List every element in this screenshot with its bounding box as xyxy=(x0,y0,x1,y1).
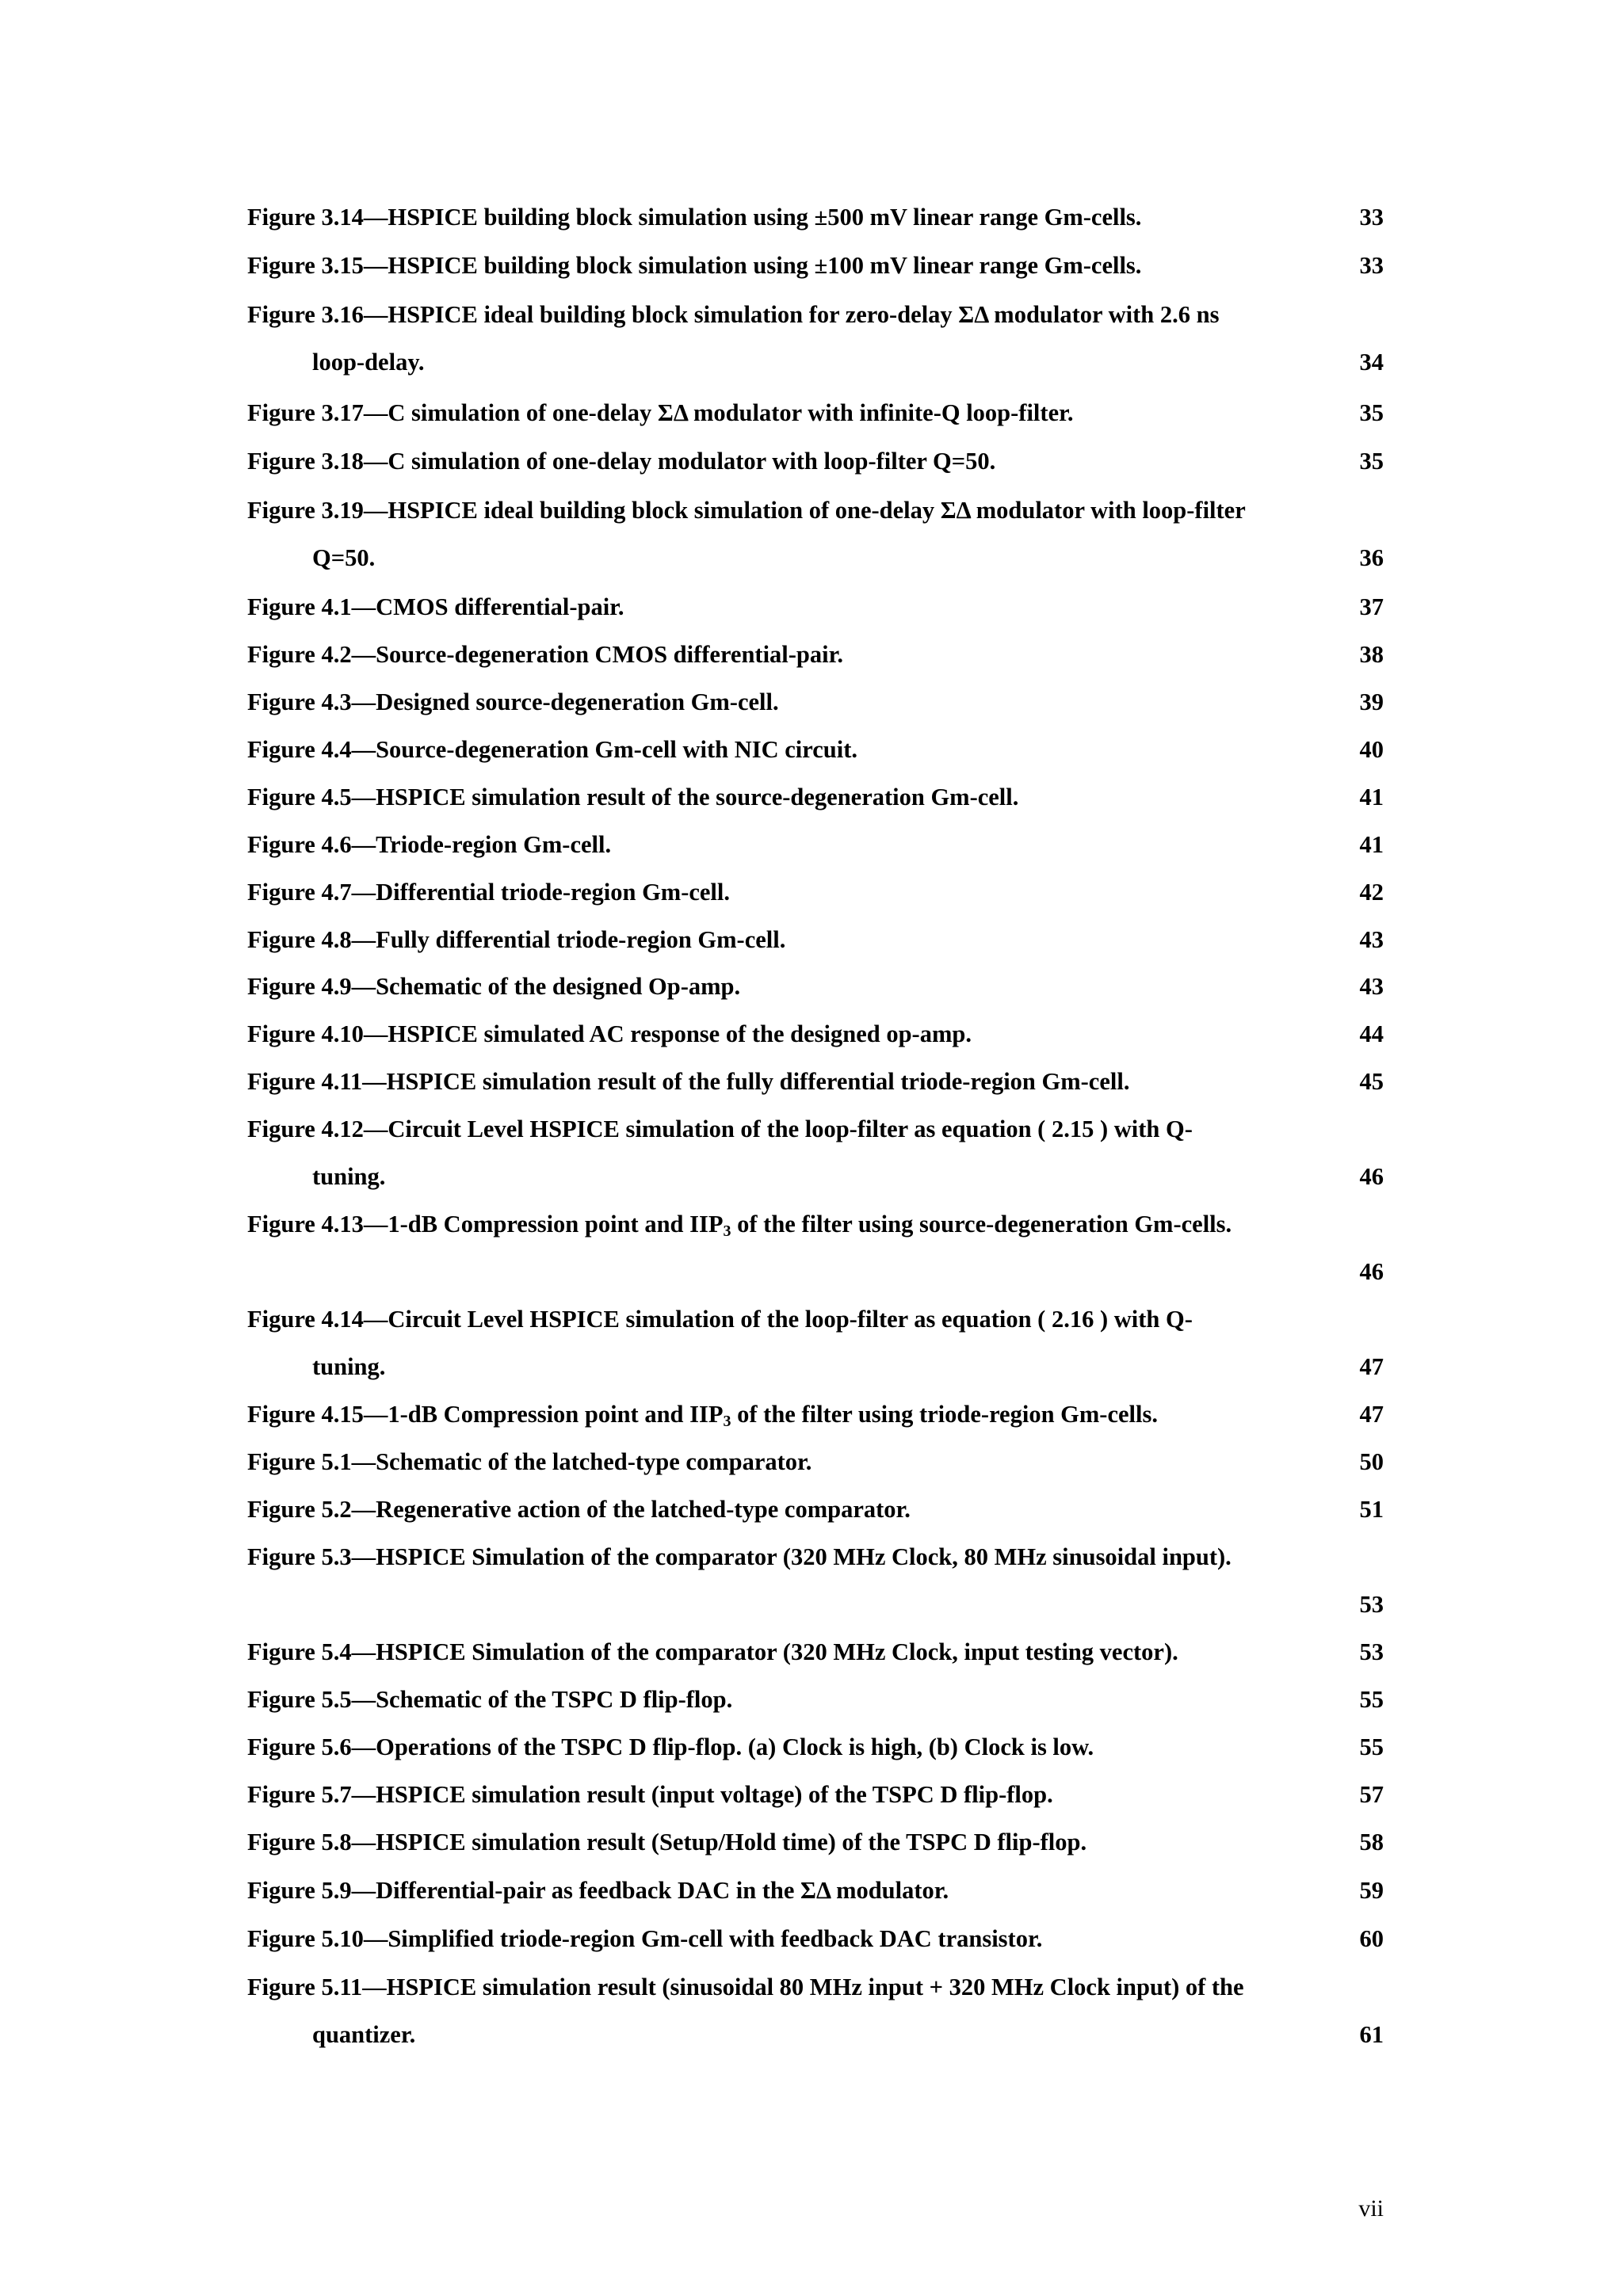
entry-title: Figure 4.5—HSPICE simulation result of the source-degeneration Gm-cell. xyxy=(247,784,1019,810)
entry-page-number: 51 xyxy=(1359,1496,1384,1523)
entry-page-number: 37 xyxy=(1359,593,1384,620)
toc-entry[interactable] xyxy=(247,242,1384,289)
entry-title-continuation: loop-delay. xyxy=(312,349,425,376)
entry-page-number: 57 xyxy=(1359,1781,1384,1808)
toc-entry[interactable] xyxy=(247,1533,1384,1628)
toc-entry[interactable] xyxy=(247,1295,1384,1390)
entry-title xyxy=(247,1401,1158,1428)
toc-entry[interactable] xyxy=(247,821,1384,868)
entry-page-number: 42 xyxy=(1359,879,1384,906)
toc-entry[interactable] xyxy=(247,486,1384,582)
entry-page-number: 33 xyxy=(1359,252,1384,279)
entry-title xyxy=(247,1211,1232,1238)
entry-page-number: 33 xyxy=(1359,204,1384,231)
toc-entry[interactable] xyxy=(247,726,1384,773)
toc-entry[interactable] xyxy=(247,1390,1384,1438)
entry-title: Figure 5.2—Regenerative action of the latched-type comparator. xyxy=(247,1496,911,1523)
entry-title: Figure 3.17—C simulation of one-delay ΣΔ modulator with infinite-Q loop-filter. xyxy=(247,399,1074,426)
entry-page-number: 50 xyxy=(1359,1448,1384,1475)
entry-title: Figure 5.3—HSPICE Simulation of the comparator (320 MHz Clock, 80 MHz sinusoidal input). xyxy=(247,1543,1232,1570)
entry-page-number: 41 xyxy=(1359,831,1384,858)
toc-entry[interactable] xyxy=(247,963,1384,1010)
entry-title: Figure 3.15—HSPICE building block simulation using ±100 mV linear range Gm-cells. xyxy=(247,252,1142,279)
entry-page-number: 45 xyxy=(1359,1068,1384,1095)
toc-entry[interactable] xyxy=(247,1486,1384,1533)
entry-page-number: 59 xyxy=(1359,1877,1384,1904)
entry-title: Figure 4.10—HSPICE simulated AC response of the designed op-amp. xyxy=(247,1020,972,1047)
entry-title: Figure 4.2—Source-degeneration CMOS differential-pair. xyxy=(247,641,843,668)
entry-title: Figure 4.9—Schematic of the designed Op-amp. xyxy=(247,973,741,1000)
entry-title: Figure 5.7—HSPICE simulation result (input voltage) of the TSPC D flip-flop. xyxy=(247,1781,1053,1808)
entry-page-number: 58 xyxy=(1359,1829,1384,1855)
entry-page-number: 61 xyxy=(1359,2021,1384,2048)
entry-title: Figure 4.1—CMOS differential-pair. xyxy=(247,593,624,620)
entry-page-number: 43 xyxy=(1359,926,1384,953)
toc-entry[interactable] xyxy=(247,916,1384,963)
entry-title-part: of the filter using source-degeneration Gm-cells. xyxy=(731,1211,1232,1238)
entry-title: Figure 4.4—Source-degeneration Gm-cell with NIC circuit. xyxy=(247,736,858,763)
entry-title: Figure 3.19—HSPICE ideal building block simulation of one-delay ΣΔ modulator with loop-filter xyxy=(247,497,1246,524)
toc-entry[interactable] xyxy=(247,1771,1384,1818)
entry-title: Figure 4.11—HSPICE simulation result of the fully differential triode-region Gm-cell. xyxy=(247,1068,1130,1095)
entry-title: Figure 3.16—HSPICE ideal building block simulation for zero-delay ΣΔ modulator with 2.6 ns xyxy=(247,301,1220,328)
toc-entry[interactable] xyxy=(247,1915,1384,1962)
subscript: 3 xyxy=(723,1413,731,1430)
toc-entry[interactable] xyxy=(247,583,1384,631)
entry-page-number: 55 xyxy=(1359,1733,1384,1760)
entry-title: Figure 4.6—Triode-region Gm-cell. xyxy=(247,831,612,858)
entry-page-number: 36 xyxy=(1359,544,1384,571)
entry-title-part: Figure 4.13—1-dB Compression point and IIP xyxy=(247,1211,724,1238)
entry-page-number: 44 xyxy=(1359,1020,1384,1047)
entry-title-part: Figure 4.15—1-dB Compression point and IIP xyxy=(247,1401,724,1428)
entry-title: Figure 5.8—HSPICE simulation result (Setup/Hold time) of the TSPC D flip-flop. xyxy=(247,1829,1087,1855)
entry-page-number: 47 xyxy=(1359,1401,1384,1428)
entry-title: Figure 5.1—Schematic of the latched-type comparator. xyxy=(247,1448,812,1475)
entry-page-number: 55 xyxy=(1359,1686,1384,1713)
entry-page-number: 38 xyxy=(1359,641,1384,668)
entry-title: Figure 4.14—Circuit Level HSPICE simulation of the loop-filter as equation ( 2.16 ) with Q- xyxy=(247,1306,1193,1333)
entry-page-number: 43 xyxy=(1359,973,1384,1000)
entry-title: Figure 5.11—HSPICE simulation result (sinusoidal 80 MHz input + 320 MHz Clock input) of the xyxy=(247,1974,1244,2000)
subscript: 3 xyxy=(723,1222,731,1240)
entry-title: Figure 5.4—HSPICE Simulation of the comparator (320 MHz Clock, input testing vector). xyxy=(247,1638,1178,1665)
entry-title-continuation: Q=50. xyxy=(312,544,376,571)
toc-entry[interactable] xyxy=(247,193,1384,241)
entry-title-part: of the filter using triode-region Gm-cells. xyxy=(731,1401,1158,1428)
toc-entry[interactable] xyxy=(247,291,1384,386)
entry-page-number: 46 xyxy=(1359,1258,1384,1285)
entry-page-number: 47 xyxy=(1359,1353,1384,1380)
toc-entry[interactable] xyxy=(247,1010,1384,1058)
toc-entry[interactable] xyxy=(247,1200,1384,1295)
entry-title: Figure 5.6—Operations of the TSPC D flip-flop. (a) Clock is high, (b) Clock is low. xyxy=(247,1733,1094,1760)
toc-entry[interactable] xyxy=(247,868,1384,916)
toc-entry[interactable] xyxy=(247,389,1384,437)
entry-page-number: 53 xyxy=(1359,1638,1384,1665)
entry-title: Figure 3.14—HSPICE building block simulation using ±500 mV linear range Gm-cells. xyxy=(247,204,1142,231)
entry-title-continuation: tuning. xyxy=(312,1353,386,1380)
toc-entry[interactable] xyxy=(247,1676,1384,1723)
entry-title: Figure 4.3—Designed source-degeneration Gm-cell. xyxy=(247,688,779,715)
toc-entry[interactable] xyxy=(247,773,1384,821)
entry-page-number: 35 xyxy=(1359,399,1384,426)
toc-entry[interactable] xyxy=(247,631,1384,678)
toc-entry[interactable] xyxy=(247,678,1384,726)
toc-entry[interactable] xyxy=(247,1723,1384,1771)
entry-title: Figure 4.12—Circuit Level HSPICE simulation of the loop-filter as equation ( 2.15 ) with Q- xyxy=(247,1116,1193,1142)
entry-title: Figure 5.9—Differential-pair as feedback DAC in the ΣΔ modulator. xyxy=(247,1877,949,1904)
toc-entry[interactable] xyxy=(247,1818,1384,1866)
toc-entry[interactable] xyxy=(247,1058,1384,1105)
entry-title: Figure 5.5—Schematic of the TSPC D flip-flop. xyxy=(247,1686,733,1713)
toc-entry[interactable] xyxy=(247,1105,1384,1200)
entry-page-number: 40 xyxy=(1359,736,1384,763)
toc-entry[interactable] xyxy=(247,1867,1384,1914)
entry-page-number: 34 xyxy=(1359,349,1384,376)
toc-entry[interactable] xyxy=(247,437,1384,485)
toc-entry[interactable] xyxy=(247,1438,1384,1486)
entry-page-number: 41 xyxy=(1359,784,1384,810)
toc-entry[interactable] xyxy=(247,1963,1384,2058)
entry-page-number: 53 xyxy=(1359,1591,1384,1618)
entry-title: Figure 4.8—Fully differential triode-region Gm-cell. xyxy=(247,926,786,953)
entry-title: Figure 3.18—C simulation of one-delay modulator with loop-filter Q=50. xyxy=(247,448,996,475)
entry-page-number: 35 xyxy=(1359,448,1384,475)
toc-entry[interactable] xyxy=(247,1628,1384,1676)
entry-title-continuation: quantizer. xyxy=(312,2021,416,2048)
entry-title-continuation: tuning. xyxy=(312,1163,386,1190)
entry-title: Figure 4.7—Differential triode-region Gm-cell. xyxy=(247,879,731,906)
entry-page-number: 39 xyxy=(1359,688,1384,715)
entry-page-number: 46 xyxy=(1359,1163,1384,1190)
entry-title: Figure 5.10—Simplified triode-region Gm-cell with feedback DAC transistor. xyxy=(247,1925,1043,1952)
page-number: vii xyxy=(1358,2195,1384,2222)
entry-page-number: 60 xyxy=(1359,1925,1384,1952)
